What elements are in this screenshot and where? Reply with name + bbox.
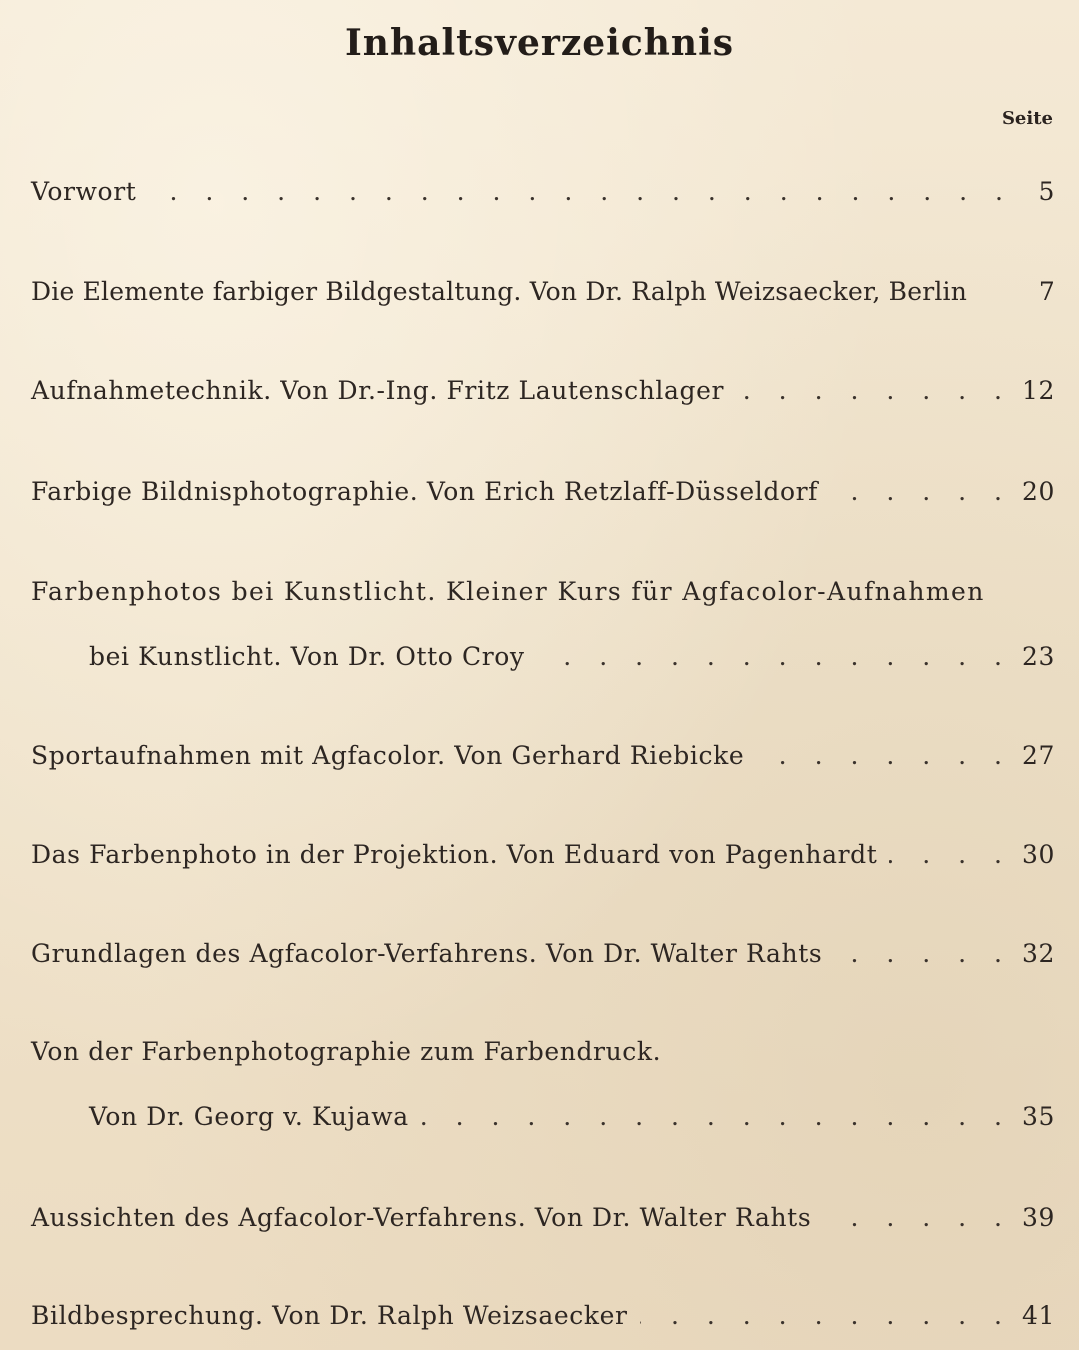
toc-entry-bildbesprechung [31,1301,1055,1331]
toc-entry-title-continued: bei Kunstlicht. Von Dr. Otto Croy [89,642,525,671]
toc-entry-title: Sportaufnahmen mit Agfacolor. Von Gerhard Riebicke [31,741,745,770]
dot-leader [148,177,1013,207]
toc-entry-page: 5 [1038,177,1055,206]
toc-entry-page: 7 [1038,277,1055,306]
toc-entry-title: Bildbesprechung. Von Dr. Ralph Weizsaecker [31,1301,628,1330]
toc-entry-farbendruck [31,1037,1055,1132]
toc-entry-title: Vorwort [31,177,137,206]
toc-entry-page: 20 [1021,477,1055,506]
toc-entry-title: Die Elemente farbiger Bildgestaltung. Von Dr. Ralph Weizsaecker, Berlin [31,277,968,306]
toc-entry-page: 12 [1021,376,1055,405]
toc-entry-vorwort [31,177,1055,207]
toc-entry-elemente [31,277,1055,307]
toc-entry-page: 23 [1021,642,1055,671]
toc-entry-sportaufnahmen [31,741,1055,771]
toc-entry-title: Farbenphotos bei Kunstlicht. Kleiner Kurs für Agfacolor-Aufnahmen [31,577,985,606]
toc-entry-grundlagen [31,939,1055,969]
toc-entry-title-continued: Von Dr. Georg v. Kujawa [89,1102,409,1131]
toc-entry-page: 32 [1021,939,1055,968]
dot-leader [756,741,1012,771]
page-column-label: Seite [1001,108,1053,129]
toc-entry-aufnahmetechnik [31,376,1055,406]
toc-entry-page: 39 [1021,1203,1055,1232]
dot-leader [537,642,1012,672]
toc-entry-projektion [31,840,1055,870]
dot-leader [736,376,1012,406]
dot-leader [421,1102,1012,1132]
dot-leader [889,840,1012,870]
toc-entry-title: Aussichten des Agfacolor-Verfahrens. Von Dr. Walter Rahts [31,1203,812,1232]
toc-entry-aussichten [31,1203,1055,1233]
toc-entry-page: 41 [1021,1301,1055,1330]
dot-leader [640,1301,1012,1331]
page-title: Inhaltsverzeichnis [344,22,735,64]
toc-entry-page: 30 [1021,840,1055,869]
dot-leader [823,1203,1012,1233]
toc-entry-title: Das Farbenphoto in der Projektion. Von Eduard von Pagenhardt [31,840,878,869]
toc-entry-page: 27 [1021,741,1055,770]
dot-leader [830,477,1012,507]
toc-entry-page: 35 [1021,1102,1055,1131]
dot-leader [834,939,1012,969]
toc-entry-title: Farbige Bildnisphotographie. Von Erich Retzlaff-Düsseldorf [31,477,818,506]
toc-entry-title: Aufnahmetechnik. Von Dr.-Ing. Fritz Lautenschlager [31,376,725,405]
toc-entry-title: Grundlagen des Agfacolor-Verfahrens. Von Dr. Walter Rahts [31,939,823,968]
toc-entry-kunstlicht [31,577,1055,672]
toc-entry-title: Von der Farbenphotographie zum Farbendruck. [31,1037,662,1066]
toc-entry-bildnisphotographie [31,477,1055,507]
